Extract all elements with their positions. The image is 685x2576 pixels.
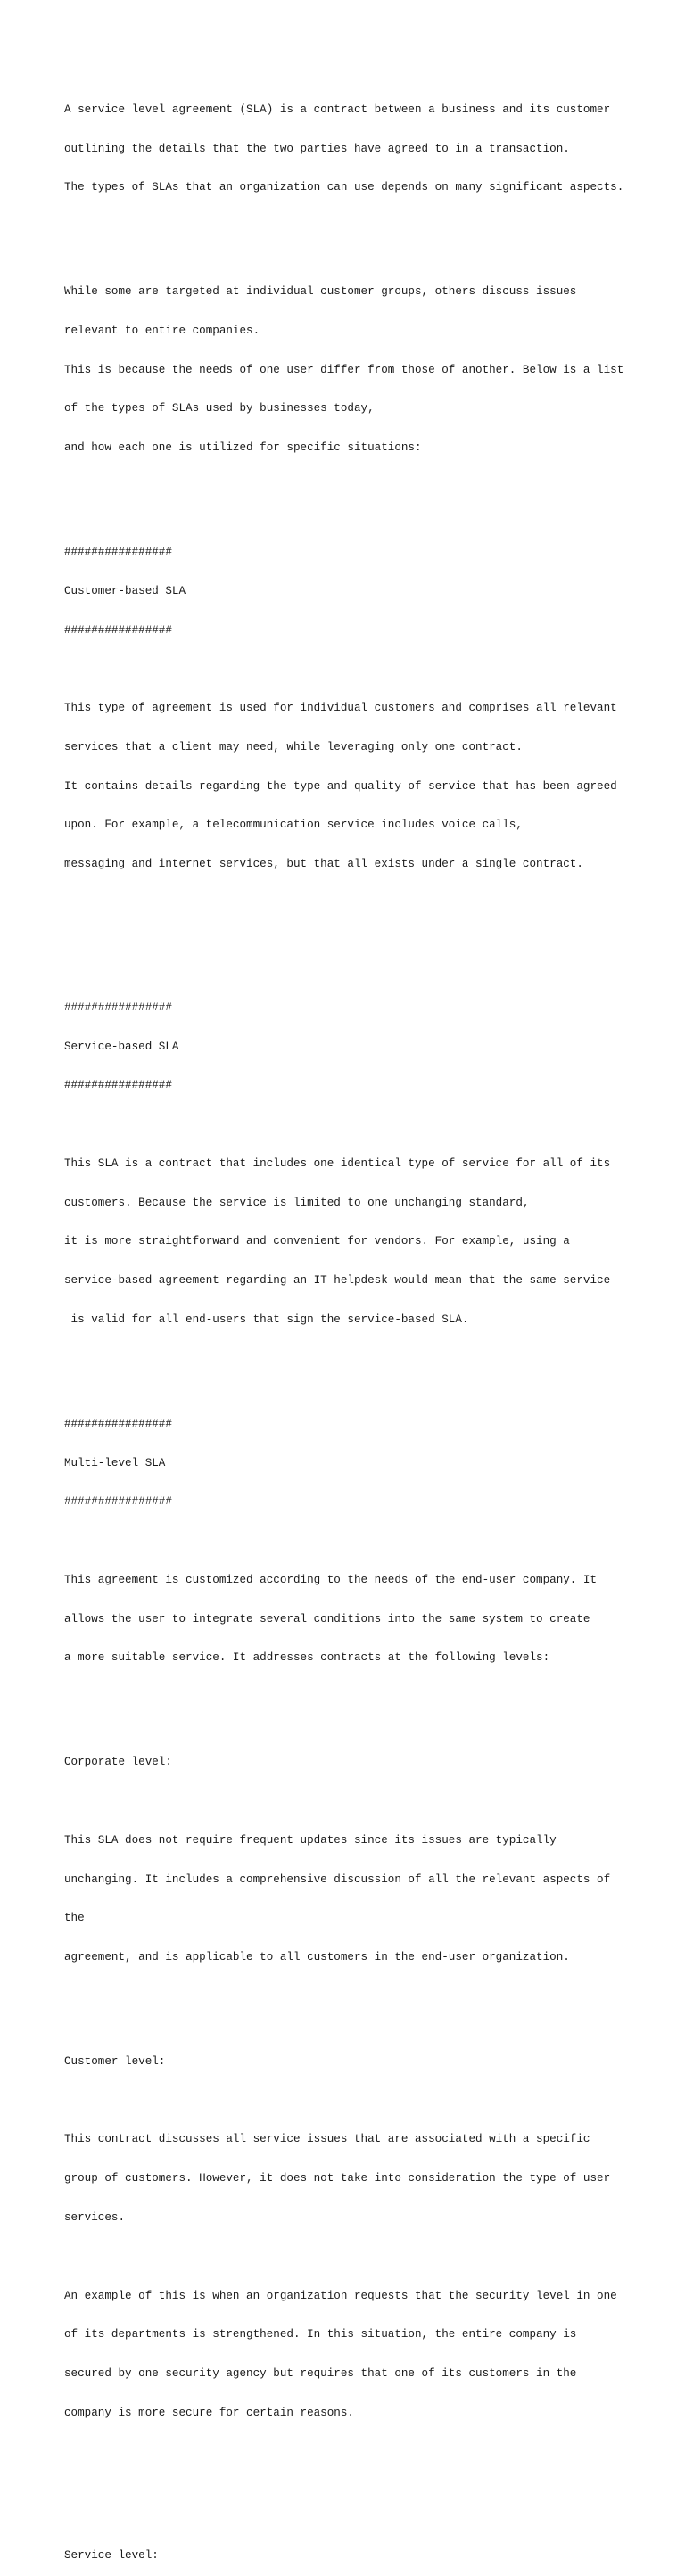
intro2-line: and how each one is utilized for specific situations:: [64, 441, 422, 455]
section-body-line: services that a client may need, while leveraging only one contract.: [64, 740, 523, 753]
section-body-line: service-based agreement regarding an IT helpdesk would mean that the same service: [64, 1274, 611, 1288]
example-body-line: An example of this is when an organization requests that the security level in one: [64, 2289, 617, 2302]
section-divider: ################: [64, 1079, 172, 1092]
level-label: Customer level:: [64, 2054, 166, 2068]
intro2-line: relevant to entire companies.: [64, 324, 260, 337]
section-body-line: a more suitable service. It addresses contracts at the following levels:: [64, 1651, 550, 1665]
section-body-line: is valid for all end-users that sign the service-based SLA.: [64, 1313, 469, 1326]
intro-line: outlining the details that the two parties have agreed to in a transaction.: [64, 142, 570, 155]
level-body-line: the: [64, 1912, 85, 1925]
example-body-line: secured by one security agency but requires that one of its customers in the: [64, 2367, 577, 2381]
section-body-line: It contains details regarding the type and quality of service that has been agreed: [64, 779, 617, 793]
level-label: Corporate level:: [64, 1756, 172, 1769]
example-body-line: of its departments is strengthened. In this situation, the entire company is: [64, 2328, 577, 2341]
level-label: Service level:: [64, 2549, 159, 2563]
section-heading: Customer-based SLA: [64, 584, 186, 597]
section-divider: ################: [64, 1000, 172, 1014]
section-body-line: messaging and internet services, but that all exists under a single contract.: [64, 858, 583, 871]
level-body-line: This SLA does not require frequent updates since its issues are typically: [64, 1833, 557, 1847]
section-divider: ################: [64, 1495, 172, 1509]
section-divider: ################: [64, 1417, 172, 1430]
document-page: [64, 64, 653, 2576]
level-body-line: This contract discusses all service issues that are associated with a specific: [64, 2133, 590, 2146]
intro2-line: This is because the needs of one user differ from those of another. Below is a list: [64, 363, 624, 376]
level-body-line: group of customers. However, it does not take into consideration the type of user: [64, 2172, 611, 2185]
intro-line: The types of SLAs that an organization can use depends on many significant aspects.: [64, 181, 624, 194]
section-body-line: This SLA is a contract that includes one identical type of service for all of its: [64, 1156, 611, 1170]
section-body-line: This type of agreement is used for individual customers and comprises all relevant: [64, 702, 617, 715]
example-body-line: company is more secure for certain reasons.: [64, 2406, 354, 2419]
intro-line: A service level agreement (SLA) is a contract between a business and its customer: [64, 103, 611, 116]
section-body-line: This agreement is customized according to the needs of the end-user company. It: [64, 1573, 598, 1586]
level-body-line: services.: [64, 2210, 126, 2224]
section-body-line: customers. Because the service is limited to one unchanging standard,: [64, 1196, 530, 1209]
section-divider: ################: [64, 623, 172, 637]
section-body-line: it is more straightforward and convenient for vendors. For example, using a: [64, 1235, 570, 1248]
section-heading: Service-based SLA: [64, 1040, 179, 1053]
section-body-line: allows the user to integrate several conditions into the same system to create: [64, 1612, 590, 1625]
intro2-line: While some are targeted at individual customer groups, others discuss issues: [64, 285, 577, 299]
level-body-line: agreement, and is applicable to all customers in the end-user organization.: [64, 1951, 570, 1964]
intro2-line: of the types of SLAs used by businesses today,: [64, 402, 375, 416]
level-body-line: unchanging. It includes a comprehensive discussion of all the relevant aspects of: [64, 1872, 611, 1886]
section-divider: ################: [64, 545, 172, 558]
section-heading: Multi-level SLA: [64, 1456, 166, 1469]
section-body-line: upon. For example, a telecommunication service includes voice calls,: [64, 819, 523, 832]
